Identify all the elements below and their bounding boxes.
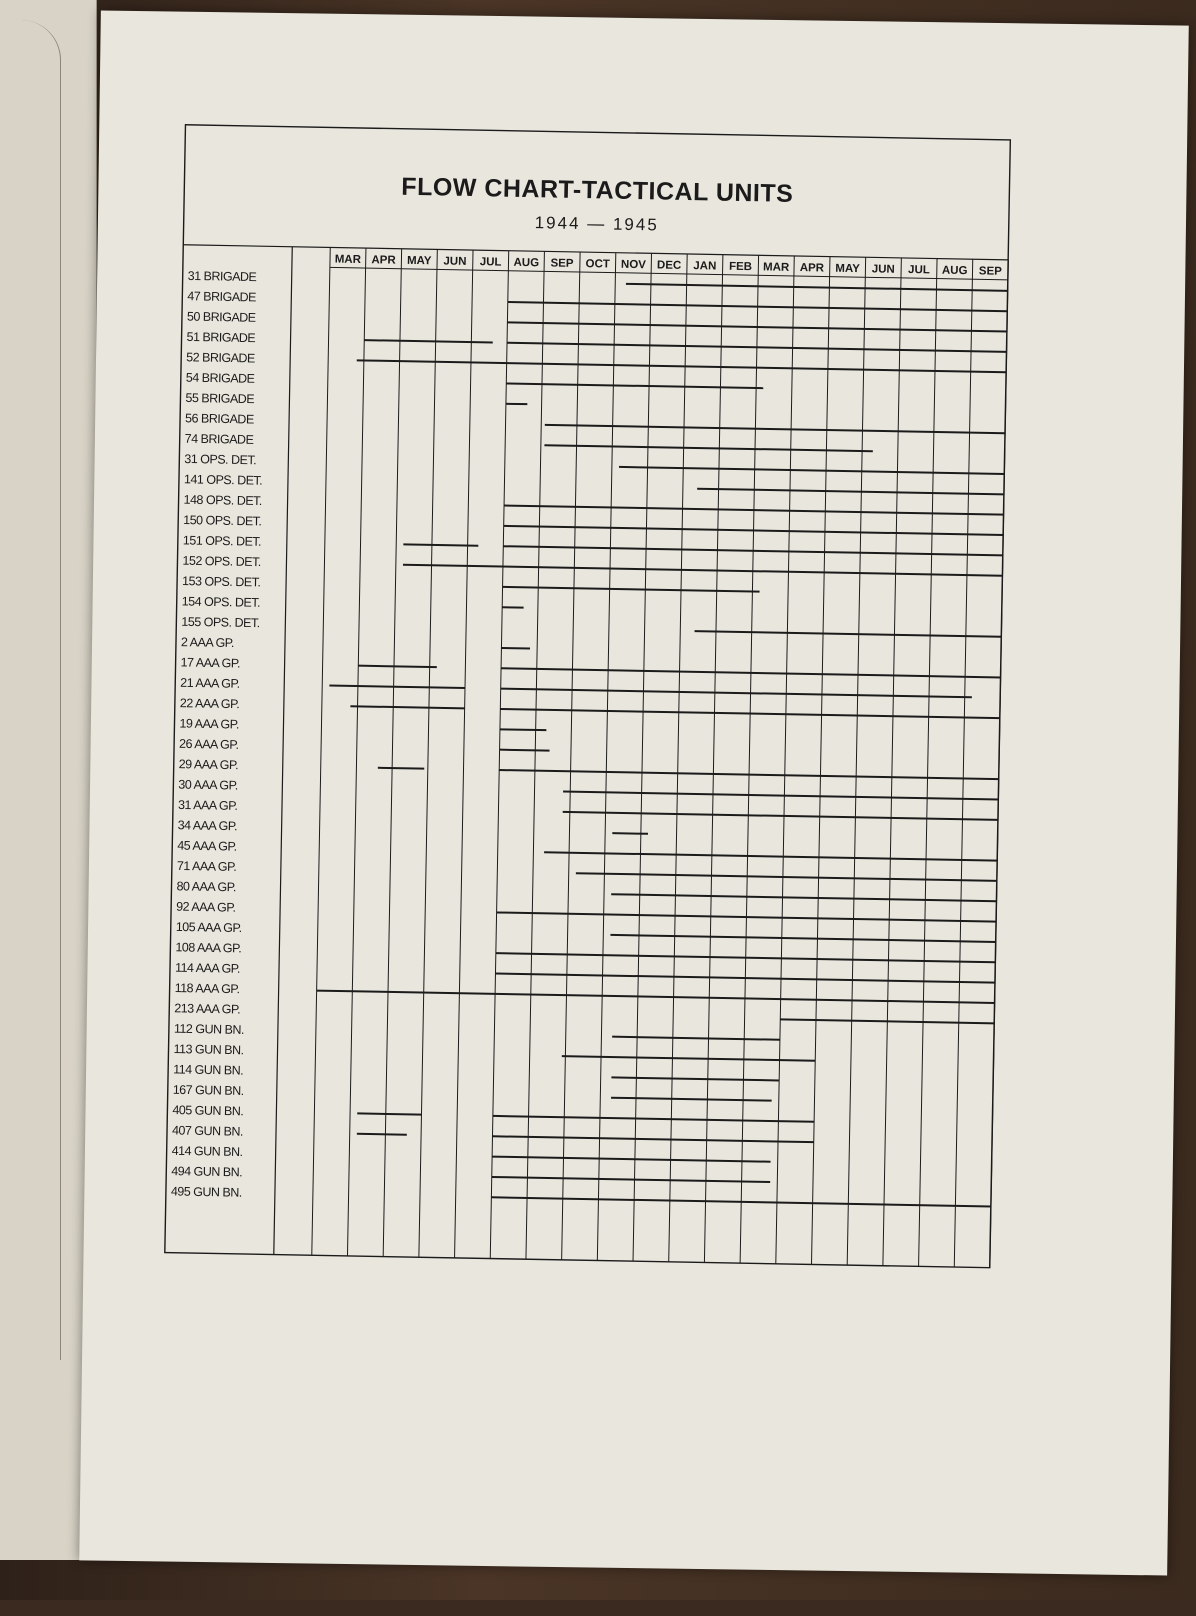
unit-label: 154 OPS. DET. (182, 594, 261, 609)
unit-label: 17 AAA GP. (180, 655, 240, 670)
service-bar (403, 565, 1003, 576)
month-gridline (669, 254, 687, 1262)
month-gridline (919, 259, 937, 1267)
service-bar (610, 935, 995, 942)
month-label: OCT (585, 258, 609, 270)
month-label: MAY (407, 255, 432, 267)
month-gridline (490, 251, 508, 1259)
unit-label: 108 AAA GP. (175, 940, 241, 955)
month-gridline (312, 247, 330, 1255)
month-gridline (419, 249, 437, 1257)
unit-label: 71 AAA GP. (177, 859, 237, 874)
month-gridline (347, 248, 365, 1256)
month-label: MAY (835, 263, 860, 275)
month-gridline (455, 250, 473, 1258)
service-bars (313, 278, 1008, 1206)
service-bar (506, 383, 763, 388)
service-bar (612, 833, 648, 834)
service-bar (544, 852, 997, 860)
unit-label: 34 AAA GP. (178, 818, 238, 833)
month-gridline (383, 249, 401, 1257)
unit-label: 105 AAA GP. (176, 920, 242, 935)
month-label: APR (800, 262, 825, 274)
unit-label: 414 GUN BN. (172, 1144, 243, 1159)
month-gridline (597, 253, 615, 1261)
chart-subtitle: 1944 — 1945 (535, 213, 659, 234)
service-bar (493, 1116, 814, 1122)
service-bar (563, 792, 998, 800)
label-column-divider (274, 247, 292, 1255)
month-label: JUL (480, 256, 502, 268)
unit-label: 113 GUN BN. (173, 1042, 243, 1057)
service-bar (492, 1157, 770, 1162)
unit-label: 80 AAA GP. (176, 879, 236, 894)
unit-label: 47 BRIGADE (187, 289, 256, 304)
service-bar (357, 1113, 421, 1114)
month-label: DEC (657, 259, 681, 271)
unit-label: 114 GUN BN. (173, 1062, 243, 1077)
month-label: AUG (942, 265, 968, 277)
month-label: JUN (443, 256, 466, 268)
month-label: JUN (872, 263, 895, 275)
unit-label: 495 GUN BN. (171, 1184, 242, 1199)
month-label: AUG (513, 257, 539, 269)
unit-label: 52 BRIGADE (186, 350, 255, 365)
service-bar (562, 1056, 815, 1061)
service-bar (695, 631, 1002, 637)
month-gridline (562, 252, 580, 1260)
unit-label: 31 OPS. DET. (184, 452, 256, 467)
month-gridline (776, 256, 794, 1264)
month-label: SEP (550, 257, 574, 269)
month-label: JAN (693, 260, 716, 272)
unit-label: 19 AAA GP. (179, 716, 239, 731)
unit-label: 151 OPS. DET. (183, 533, 262, 548)
month-gridline (954, 259, 972, 1267)
service-bar (500, 750, 550, 751)
service-bar (697, 489, 1004, 495)
service-bar (501, 689, 972, 698)
unit-label: 405 GUN BN. (172, 1103, 243, 1118)
month-gridline (811, 257, 829, 1265)
unit-label: 30 AAA GP. (178, 777, 238, 792)
service-bar (492, 1177, 770, 1182)
unit-label: 31 BRIGADE (188, 269, 257, 284)
service-bar (503, 587, 760, 592)
unit-label: 148 OPS. DET. (183, 493, 262, 508)
service-bar (403, 544, 478, 545)
unit-label: 167 GUN BN. (173, 1083, 244, 1098)
month-gridline (526, 251, 544, 1259)
month-gridline (740, 255, 758, 1263)
month-gridline (847, 257, 865, 1265)
month-label: MAR (763, 261, 790, 273)
unit-label: 155 OPS. DET. (181, 615, 260, 630)
service-bar (329, 685, 465, 687)
unit-label: 31 AAA GP. (178, 798, 238, 813)
unit-label: 92 AAA GP. (176, 900, 236, 915)
service-bar (544, 445, 872, 451)
unit-label: 152 OPS. DET. (182, 554, 261, 569)
unit-label: 2 AAA GP. (181, 635, 234, 650)
unit-label: 45 AAA GP. (177, 839, 237, 854)
month-gridline (633, 253, 651, 1261)
unit-labels (171, 269, 266, 1200)
month-label: JUL (908, 264, 930, 276)
service-bar (358, 666, 437, 667)
month-gridline (990, 260, 1008, 1268)
service-bar (492, 1136, 813, 1142)
service-bar (364, 340, 492, 342)
service-bar (611, 1098, 772, 1101)
service-bar (378, 768, 424, 769)
month-label: FEB (729, 261, 752, 273)
unit-label: 153 OPS. DET. (182, 574, 261, 589)
service-bar (576, 873, 997, 881)
unit-label: 56 BRIGADE (185, 411, 254, 426)
unit-label: 114 AAA GP. (175, 961, 240, 976)
unit-label: 112 GUN BN. (174, 1022, 244, 1037)
chart-title: FLOW CHART-TACTICAL UNITS (401, 173, 794, 208)
service-bar (500, 729, 546, 730)
unit-label: 29 AAA GP. (179, 757, 239, 772)
unit-label: 407 GUN BN. (172, 1123, 243, 1138)
unit-label: 55 BRIGADE (185, 391, 254, 406)
unit-label: 51 BRIGADE (186, 330, 255, 345)
unit-label: 54 BRIGADE (186, 371, 255, 386)
service-bar (357, 1134, 407, 1135)
unit-label: 22 AAA GP. (180, 696, 240, 711)
month-gridline (704, 255, 722, 1263)
unit-label: 150 OPS. DET. (183, 513, 262, 528)
unit-label: 118 AAA GP. (175, 981, 240, 996)
service-bar (317, 991, 995, 1003)
service-bar (619, 467, 1004, 474)
service-bar (563, 812, 998, 820)
unit-label: 494 GUN BN. (171, 1164, 242, 1179)
unit-label: 74 BRIGADE (185, 432, 254, 447)
service-bar (545, 425, 1005, 433)
month-gridline (883, 258, 901, 1266)
unit-label: 21 AAA GP. (180, 676, 240, 691)
service-bar (350, 706, 464, 708)
unit-label: 213 AAA GP. (174, 1001, 240, 1016)
service-bar (611, 894, 996, 901)
month-label: MAR (335, 254, 362, 266)
service-bar (357, 360, 1007, 372)
service-bar (501, 648, 530, 649)
unit-label: 26 AAA GP. (179, 737, 239, 752)
month-label: SEP (979, 265, 1003, 277)
month-label: APR (371, 254, 396, 266)
month-label: NOV (621, 259, 646, 271)
unit-label: 141 OPS. DET. (184, 472, 263, 487)
service-bar (626, 284, 1008, 291)
unit-label: 50 BRIGADE (187, 310, 256, 325)
